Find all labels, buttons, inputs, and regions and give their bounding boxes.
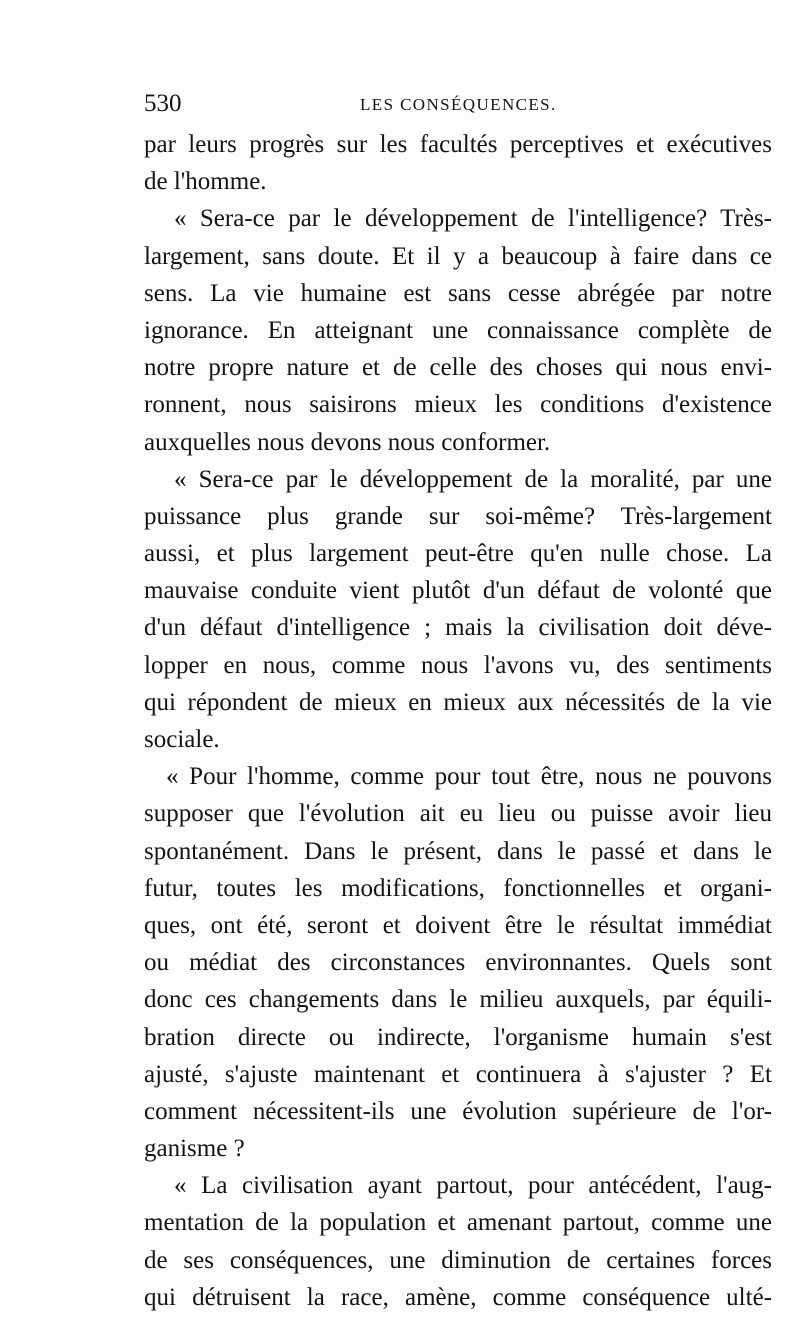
- text-line: largement, sans doute. Et il y a beaucoup à faire dans ce: [144, 242, 772, 270]
- text-line: qui répondent de mieux en mieux aux nécessités de la vie: [144, 688, 772, 716]
- text-line: par leurs progrès sur les facultés perceptives et exécutives: [144, 131, 772, 158]
- text-line: « La civilisation ayant partout, pour antécédent, l'aug-: [174, 1172, 772, 1200]
- text-line: mentation de la population et amenant partout, comme une: [144, 1209, 772, 1237]
- text-line: « Sera-ce par le développement de la moralité, par une: [174, 465, 772, 493]
- text-line: de ses conséquences, une diminution de certaines forces: [144, 1246, 772, 1274]
- text-line: ajusté, s'ajuste maintenant et continuera à s'ajuster ? Et: [144, 1060, 772, 1088]
- text-line: futur, toutes les modifications, fonctionnelles et organi-: [144, 874, 772, 902]
- text-line: « Sera-ce par le développement de l'intelligence? Très-: [174, 205, 772, 233]
- text-line: lopper en nous, comme nous l'avons vu, des sentiments: [144, 651, 772, 679]
- text-line: spontanément. Dans le présent, dans le passé et dans le: [144, 837, 772, 865]
- text-line: aussi, et plus largement peut-être qu'en nulle chose. La: [144, 540, 772, 568]
- text-line: auxquelles nous devons nous conformer.: [144, 428, 551, 456]
- body-text: [144, 126, 772, 1316]
- text-line: mauvaise conduite vient plutôt d'un défaut de volonté que: [144, 577, 772, 605]
- text-line: donc ces changements dans le milieu auxquels, par équili-: [144, 986, 772, 1014]
- text-line: supposer que l'évolution ait eu lieu ou puisse avoir lieu: [144, 800, 772, 828]
- text-line: de l'homme.: [144, 168, 267, 196]
- text-line: ronnent, nous saisirons mieux les conditions d'existence: [144, 391, 772, 419]
- text-line: « Pour l'homme, comme pour tout être, nous ne pouvons: [166, 763, 772, 791]
- text-line: puissance plus grande sur soi-même? Très-largement: [144, 502, 772, 530]
- text-line: comment nécessitent-ils une évolution supérieure de l'or-: [144, 1097, 772, 1125]
- text-line: ques, ont été, seront et doivent être le résultat immédiat: [144, 911, 772, 939]
- page-header: [144, 88, 772, 120]
- text-line: sens. La vie humaine est sans cesse abrégée par notre: [144, 279, 772, 307]
- text-line: d'un défaut d'intelligence ; mais la civilisation doit déve-: [144, 614, 772, 642]
- text-line: ganisme ?: [144, 1135, 245, 1163]
- text-line: sociale.: [144, 726, 220, 753]
- running-title: LES CONSÉQUENCES.: [360, 95, 557, 114]
- page-number: 530: [144, 90, 182, 117]
- text-line: bration directe ou indirecte, l'organisme humain s'est: [144, 1023, 772, 1051]
- text-line: ou médiat des circonstances environnantes. Quels sont: [144, 949, 772, 977]
- text-line: notre propre nature et de celle des choses qui nous envi-: [144, 354, 772, 382]
- text-line: qui détruisent la race, amène, comme conséquence ulté-: [144, 1283, 772, 1311]
- text-line: ignorance. En atteignant une connaissance complète de: [144, 316, 772, 344]
